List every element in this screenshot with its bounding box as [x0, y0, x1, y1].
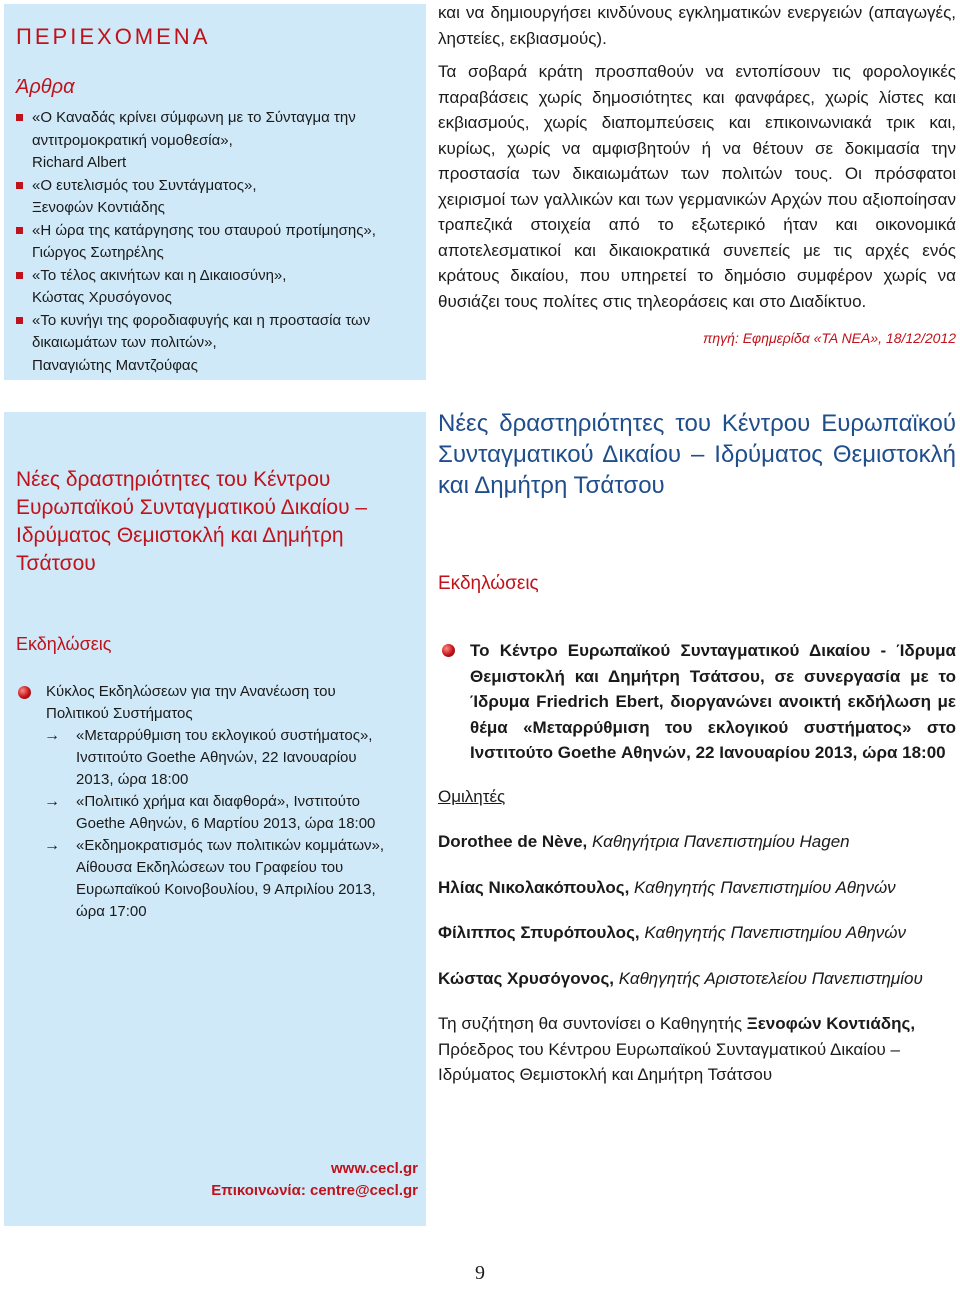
- event-line: «Πολιτικό χρήμα και διαφθορά», Ινστιτούτο: [76, 793, 361, 810]
- article-paragraph: Τα σοβαρά κράτη προσπαθούν να εντοπίσουν τις φορολογικές παραβάσεις χωρίς δημοσιότητες και φανφάρες, χωρίς λίστες και εκβιασμούς, χωρίς διαπομπεύσεις και επικοινωνιακά τρικ και, κυρίως, χωρίς να αμφισβητούν ή να θέτουν σε δοκιμασία την προστασία των δικαιωμάτων των πολιτών τους. Οι πρόσφατοι χειρισμοί των γαλλικών και των γερμανικών Αρχών που αξιοποίησαν τραπεζικά στοιχεία από το εξωτερικό ήταν και οικονομικά αποτελεσματικοί και δικαιοκρατικά συνεπείς με τις αρχές ενός κράτους δικαίου, που υπηρετεί το δημόσιο συμφέρον χωρίς να θυσιάζει τους πολίτες στις τηλεοράσεις και στο Διαδίκτυο.: [438, 62, 956, 311]
- list-item: [16, 310, 414, 378]
- article-line: «Το κυνήγι της φοροδιαφυγής και η προστασία των: [32, 311, 371, 329]
- list-item: [16, 265, 414, 310]
- center-activities-title: [16, 466, 414, 578]
- article-line: δικαιωμάτων των πολιτών»,: [32, 334, 217, 351]
- speaker-item: [438, 875, 956, 901]
- event-line: «Εκδημοκρατισμός των πολιτικών κομμάτων»,: [76, 837, 385, 854]
- square-bullet-icon: [16, 272, 23, 279]
- list-item: [46, 835, 414, 923]
- speaker-name: Φίλιππος Σπυρόπουλος,: [438, 923, 640, 942]
- articles-heading: Άρθρα: [16, 76, 75, 98]
- square-bullet-icon: [16, 114, 23, 121]
- list-item: [16, 175, 414, 220]
- speaker-item: [438, 966, 956, 992]
- moderator-note: [438, 1011, 956, 1088]
- website-link[interactable]: www.cecl.gr: [331, 1160, 418, 1177]
- list-item: [46, 725, 414, 791]
- event-line: ώρα 17:00: [76, 903, 147, 920]
- event-cycle: [16, 681, 414, 923]
- speaker-item: [438, 829, 956, 855]
- list-item: [16, 107, 414, 175]
- speakers-label: Ομιλητές: [438, 786, 506, 806]
- title-line: Νέες δραστηριότητες του Κέντρου: [16, 468, 331, 491]
- moderator-intro: Τη συζήτηση θα συντονίσει ο Καθηγητής: [438, 1014, 743, 1033]
- moderator-role: Πρόεδρος του Κέντρου Ευρωπαϊκού Συνταγματικού Δικαίου – Ιδρύματος Θεμιστοκλή και Δημήτρη Τσάτσου: [438, 1039, 900, 1084]
- square-bullet-icon: [16, 227, 23, 234]
- arrow-right-icon: →: [44, 727, 60, 744]
- event-line: Goethe Αθηνών, 6 Μαρτίου 2013, ώρα 18:00: [76, 815, 376, 832]
- speaker-name: Dorothee de Nève,: [438, 832, 588, 851]
- red-dot-icon: [442, 644, 455, 657]
- red-dot-icon: [18, 686, 31, 699]
- square-bullet-icon: [16, 182, 23, 189]
- event-line: «Μεταρρύθμιση του εκλογικού συστήματος»,: [76, 727, 373, 744]
- arrow-right-icon: →: [44, 793, 60, 810]
- speaker-item: [438, 920, 956, 946]
- speaker-role: Καθηγητής Πανεπιστημίου Αθηνών: [644, 923, 907, 942]
- events-label: Εκδηλώσεις: [438, 572, 539, 594]
- speaker-name: Κώστας Χρυσόγονος,: [438, 968, 615, 988]
- activities-box: [4, 412, 426, 1226]
- activities-title: Νέες δραστηριότητες του Κέντρου Ευρωπαϊκού Συνταγματικού Δικαίου – Ιδρύματος Θεμιστοκλή και Δημήτρη Τσάτσου: [438, 409, 956, 499]
- page-number: 9: [475, 1262, 485, 1284]
- moderator-name: Ξενοφών Κοντιάδης,: [746, 1014, 916, 1033]
- cycle-line: Πολιτικού Συστήματος: [46, 705, 193, 722]
- square-bullet-icon: [16, 317, 23, 324]
- contact-footer: [211, 1158, 418, 1202]
- announcement-text: Το Κέντρο Ευρωπαϊκού Συνταγματικού Δικαίου - Ίδρυμα Θεμιστοκλή και Δημήτρη Τσάτσου, σε συνεργασία με το Ίδρυμα Friedrich Ebert, διοργανώνει ανοικτή εκδήλωση με θέμα «Μεταρρύθμιση του εκλογικού συστήματος» στο Ινστιτούτο Goethe Αθηνών, 22 Ιανουαρίου 2013, ώρα 18:00: [470, 641, 956, 762]
- arrow-right-icon: →: [44, 837, 60, 854]
- event-line: Ινστιτούτο Goethe Αθηνών, 22 Ιανουαρίου: [76, 749, 357, 766]
- cycle-line: Κύκλος Εκδηλώσεων για την Ανανέωση του: [46, 683, 336, 700]
- speaker-role: Καθηγητής Αριστοτελείου Πανεπιστημίου: [618, 968, 923, 988]
- article-author: Γιώργος Σωτηρέλης: [32, 244, 164, 261]
- article-line: αντιτρομοκρατική νομοθεσία»,: [32, 131, 233, 149]
- speaker-role: Καθηγήτρια Πανεπιστημίου Hagen: [592, 832, 850, 851]
- event-list: [46, 725, 414, 923]
- event-announcement: [438, 638, 956, 766]
- list-item: [16, 220, 414, 265]
- article-paragraph: και να δημιουργήσει κινδύνους εγκληματικών ενεργειών (απαγωγές, ληστείες, εκβιασμούς).: [438, 3, 956, 48]
- articles-list: [16, 107, 414, 377]
- event-line: Αίθουσα Εκδηλώσεων του Γραφείου του: [76, 859, 344, 876]
- article-author: Παναγιώτης Μαντζούφας: [32, 356, 198, 374]
- article-line: «Η ώρα της κατάργησης του σταυρού προτίμησης»,: [32, 221, 376, 239]
- speaker-name: Ηλίας Νικολακόπουλος,: [438, 877, 630, 897]
- title-line: Τσάτσου: [16, 552, 96, 575]
- article-line: «Ο Καναδάς κρίνει σύμφωνη με το Σύνταγμα την: [32, 109, 356, 126]
- contents-box: [4, 4, 426, 380]
- event-line: 2013, ώρα 18:00: [76, 771, 189, 788]
- article-author: Richard Albert: [32, 154, 127, 171]
- contents-title: ΠΕΡΙΕΧΟΜΕΝΑ: [16, 24, 211, 49]
- article-line: «Ο ευτελισμός του Συντάγματος»,: [32, 176, 257, 194]
- title-line: Ιδρύματος Θεμιστοκλή και Δημήτρη: [16, 524, 344, 547]
- speaker-role: Καθηγητής Πανεπιστημίου Αθηνών: [634, 877, 896, 897]
- source-note: πηγή: Εφημερίδα «ΤΑ ΝΕΑ», 18/12/2012: [703, 330, 956, 346]
- list-item: [46, 791, 414, 835]
- article-line: «Το τέλος ακινήτων και η Δικαιοσύνη»,: [32, 266, 287, 284]
- main-column: [438, 0, 956, 1088]
- event-line: Ευρωπαϊκού Κοινοβουλίου, 9 Απριλίου 2013,: [76, 881, 376, 898]
- contact-email[interactable]: Επικοινωνία: centre@cecl.gr: [211, 1182, 418, 1199]
- article-author: Κώστας Χρυσόγονος: [32, 289, 172, 306]
- title-line: Ευρωπαϊκού Συνταγματικού Δικαίου –: [16, 496, 368, 519]
- article-author: Ξενοφών Κοντιάδης: [32, 199, 165, 216]
- events-label: Εκδηλώσεις: [16, 634, 112, 654]
